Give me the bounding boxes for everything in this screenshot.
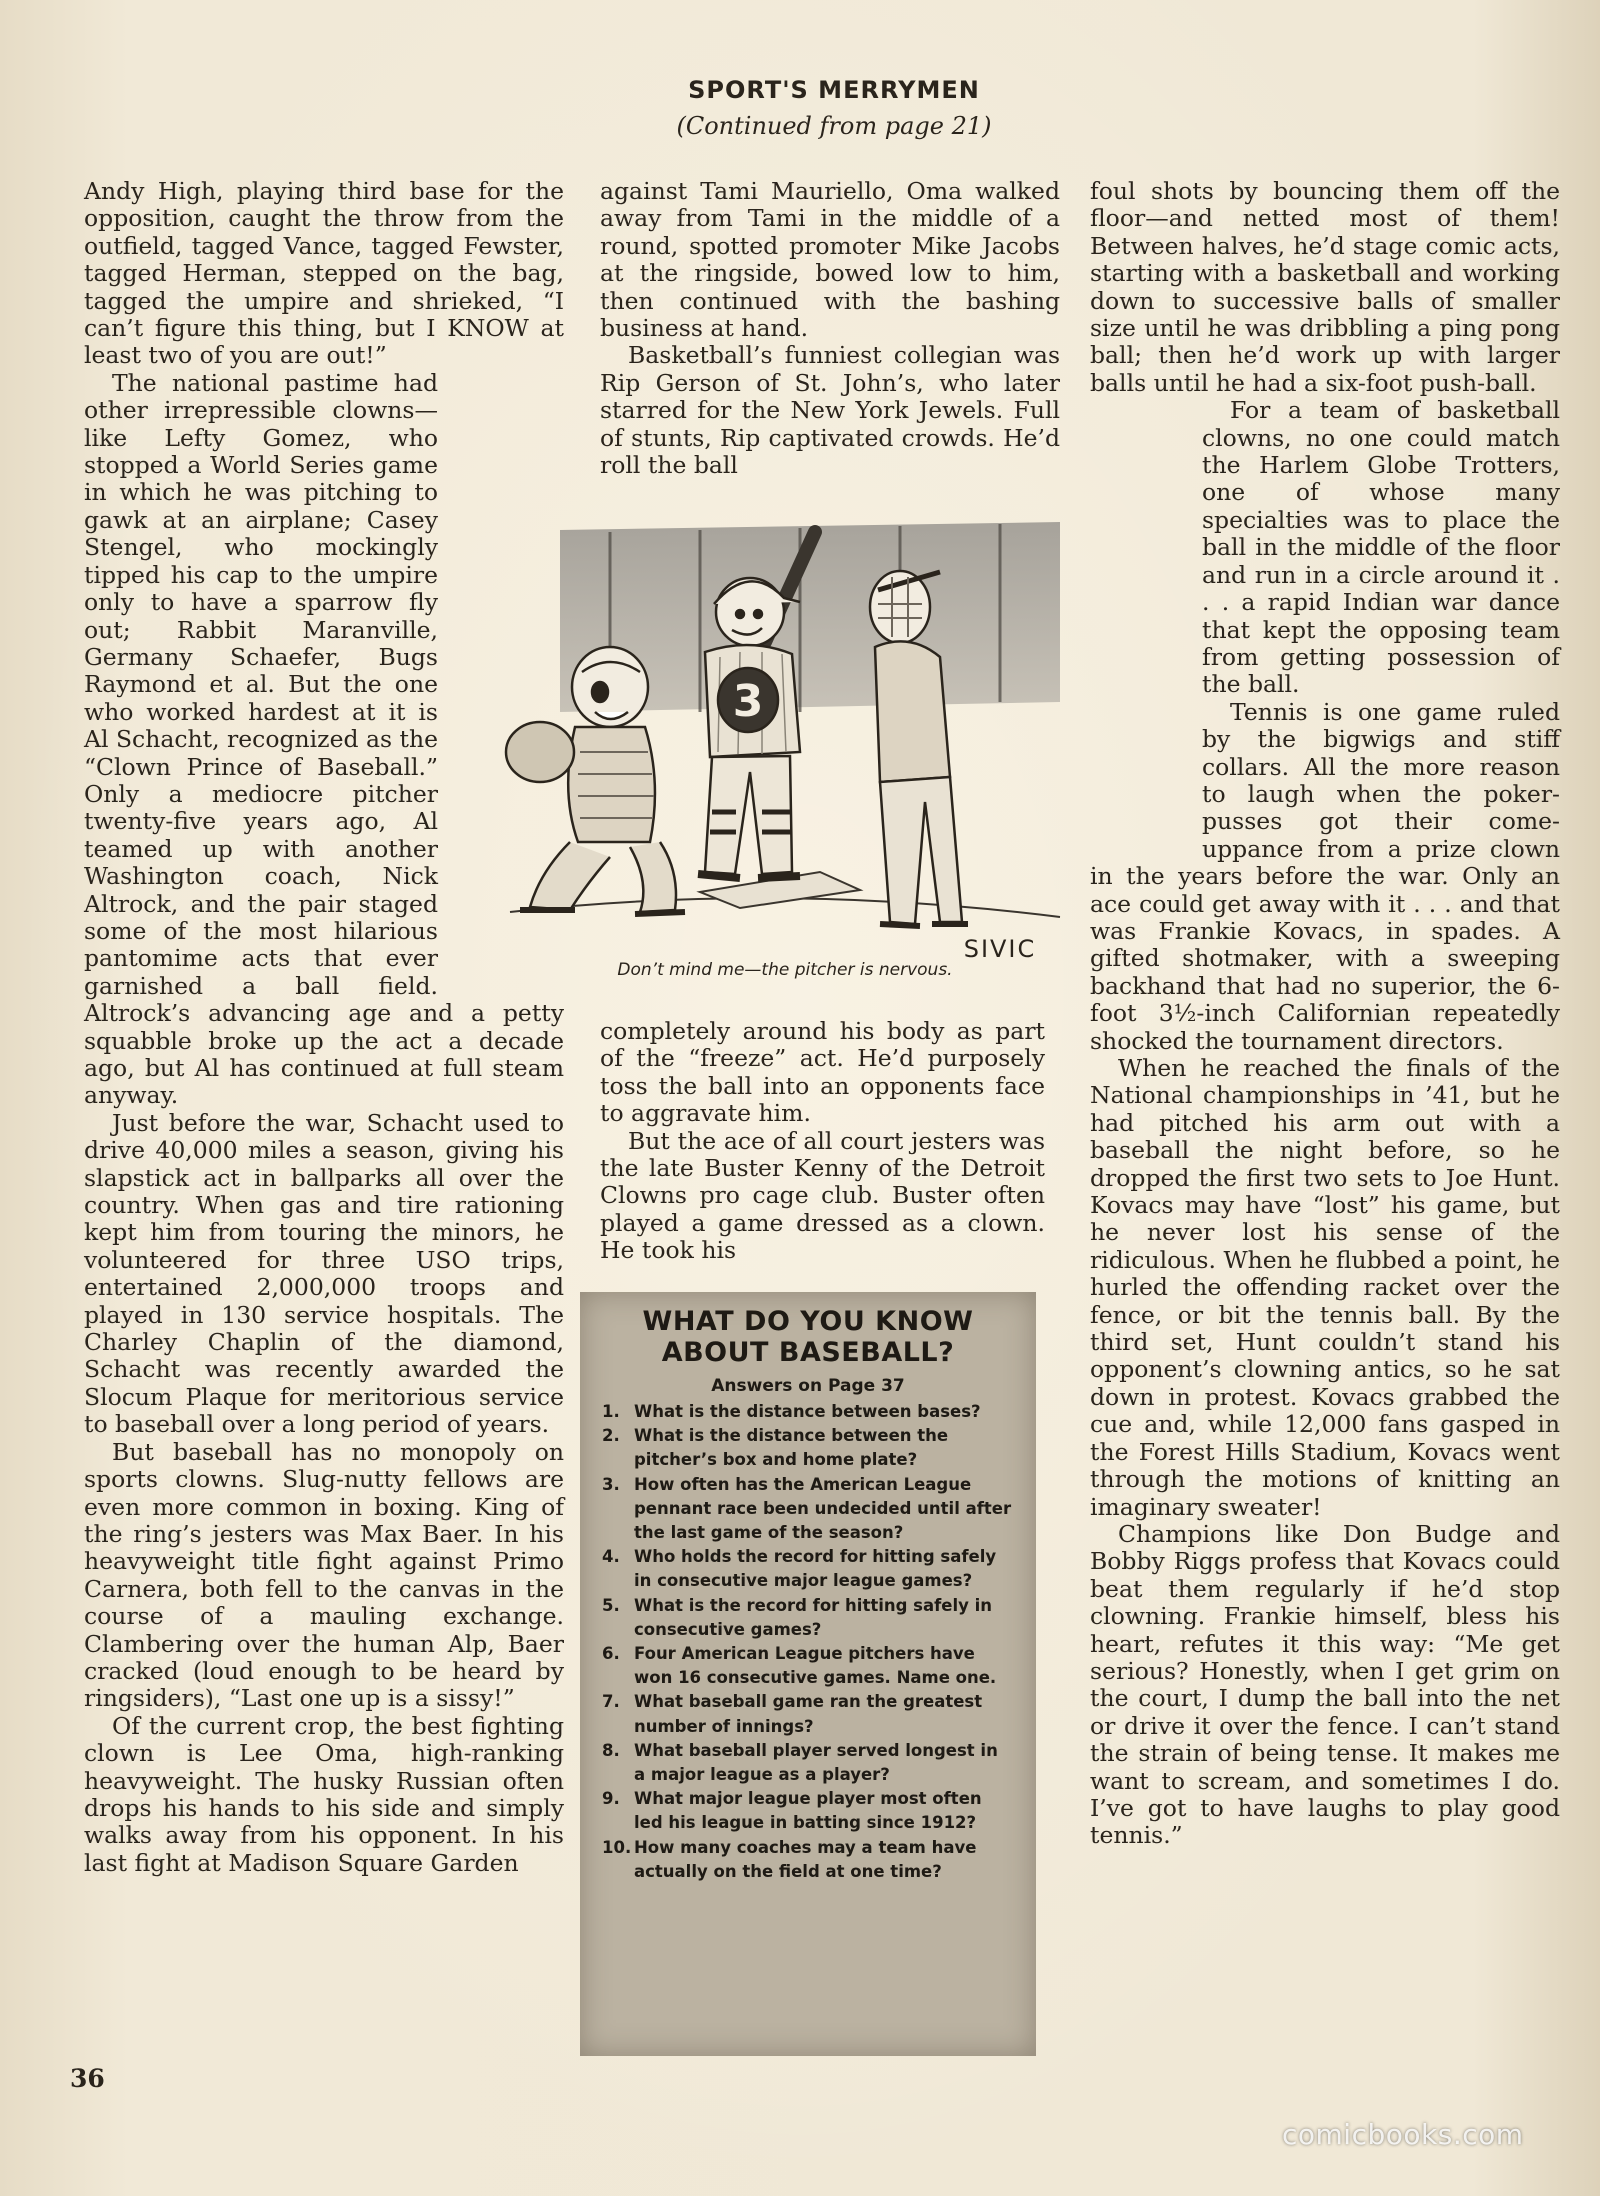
paragraph: The national pastime had other irrepressible clowns—like Lefty Gomez, who stopped a World Series game in which he was pitching to gawk at an airplane; Casey Stengel, who mockingly tipped his cap to the umpire only to have a sparrow fly out; Rabbit Maranville, Germany Schaefer, Bugs Raymond et al. But the one who worked hardest at it is Al Schacht, recognized as the “Clown Prince of Baseball.” Only a mediocre pitcher twenty-five years ago, Al teamed up with another Washington coach, Nick Altrock, and the pair staged some of the most hilarious pantomime acts that ever garnished a ball field. Altrock’s advancing age and a petty squabble broke up the act a decade ago, but Al has continued at full steam anyway. <box>84 368 564 1110</box>
text-column-1 <box>84 178 564 1877</box>
question-number: 8. <box>602 1740 620 1760</box>
question-text: What major league player most often led his league in batting since 1912? <box>634 1789 982 1833</box>
paragraph: foul shots by bouncing them off the floor—and netted most of them! Between halves, he’d stage comic acts, starting with a basketball and working down to successive balls of smaller size until he was dribbling a ping pong ball; then he’d work up with larger balls until he had a six-foot push-ball. <box>1090 177 1560 397</box>
paragraph: Basketball’s funniest collegian was Rip Gerson of St. John’s, who later starred for the New York Jewels. Full of stunts, Rip captivated crowds. He’d roll the ball <box>600 341 1060 480</box>
page-number: 36 <box>70 2064 105 2093</box>
question-text: What baseball game ran the greatest number of innings? <box>634 1692 983 1736</box>
baseball-quiz-box <box>580 1292 1036 2056</box>
cartoon-caption: Don’t mind me—the pitcher is nervous. <box>617 960 953 980</box>
paragraph: Andy High, playing third base for the opposition, caught the throw from the outfield, tagged Vance, tagged Fewster, tagged Herman, stepped on the bag, tagged the umpire and shrieked, “I can’t figure this thing, but I KNOW at least two of you are out!” <box>84 177 564 370</box>
paragraph: For a team of basketball clowns, no one could match the Harlem Globe Trotters, one of whose many specialties was to place the ball in the middle of the floor and run in a circle around it . . . a rapid Indian war dance that kept the opposing team from getting possession of the ball. <box>1202 396 1560 699</box>
quiz-title-line-2: ABOUT BASEBALL? <box>661 1337 955 1368</box>
question-number: 2. <box>602 1426 620 1446</box>
quiz-title-line-1: WHAT DO YOU KNOW <box>642 1306 974 1337</box>
question-number: 4. <box>602 1547 620 1567</box>
question-number: 1. <box>602 1402 620 1421</box>
paragraph: against Tami Mauriello, Oma walked away from Tami in the middle of a round, spotted promoter Mike Jacobs at the ringside, bowed low to him, then continued with the bashing business at hand. <box>600 177 1060 343</box>
question-text: What is the record for hitting safely in consecutive games? <box>634 1595 993 1639</box>
text-column-2-top <box>600 178 1060 479</box>
paragraph: When he reached the finals of the National championships in ’41, but he had pitched his arm out with a baseball the night before, so he dropped the first two sets to Joe Hunt. Kovacs may have “lost” his game, but he never lost his sense of the ridiculous. When he flubbed a point, he hurled the offending racket over the fence, or bit the tennis ball. By the third set, Hunt couldn’t stand his opponent’s clowning antics, so he sat down in protest. Kovacs grabbed the cue and, while 12,000 fans gasped in the Forest Hills Stadium, Kovacs went through the motions of knitting an imaginary sweater! <box>1090 1054 1560 1521</box>
text-column-2-bottom <box>600 1018 1045 1265</box>
question-number: 6. <box>602 1644 620 1664</box>
quiz-question <box>602 1545 1014 1593</box>
question-number: 10. <box>602 1837 632 1857</box>
jersey-number: 3 <box>732 676 764 727</box>
question-text: How often has the American League pennant race been undecided until after the last game of the season? <box>634 1474 1012 1543</box>
question-number: 9. <box>602 1789 620 1809</box>
question-number: 3. <box>602 1474 620 1494</box>
paragraph: But baseball has no monopoly on sports clowns. Slug-nutty fellows are even more common in boxing. King of the ring’s jesters was Max Baer. In his heavyweight title fight against Primo Carnera, both fell to the canvas in the course of a mauling exchange. Clambering over the human Alp, Baer cracked (loud enough to be heard by ringsiders), “Last one up is a sissy!” <box>84 1437 564 1713</box>
quiz-question <box>602 1424 1014 1472</box>
quiz-answers-note: Answers on Page 37 <box>711 1376 905 1396</box>
question-number: 7. <box>602 1692 620 1712</box>
paragraph: But the ace of all court jesters was the late Buster Kenny of the Detroit Clowns pro cage club. Buster often played a game dressed as a clown. He took his <box>600 1126 1045 1265</box>
quiz-title <box>580 1306 1036 1368</box>
article-title: SPORT'S MERRYMEN <box>688 76 980 104</box>
cartoonist-signature: SIVIC <box>963 935 1037 963</box>
quiz-question <box>602 1739 1014 1787</box>
quiz-question-list <box>602 1400 1014 1884</box>
question-text: Who holds the record for hitting safely in consecutive major league games? <box>634 1547 997 1591</box>
text-column-3 <box>1090 178 1560 1850</box>
quiz-question <box>602 1400 1014 1424</box>
question-number: 5. <box>602 1595 620 1615</box>
quiz-question <box>602 1642 1014 1690</box>
quiz-question <box>602 1594 1014 1642</box>
question-text: How many coaches may a team have actually on the field at one time? <box>634 1837 977 1881</box>
paragraph: completely around his body as part of the “freeze” act. He’d purposely toss the ball into an opponents face to aggravate him. <box>600 1017 1045 1128</box>
question-text: What is the distance between bases? <box>634 1402 981 1421</box>
quiz-question <box>602 1787 1014 1835</box>
paragraph: Champions like Don Budge and Bobby Riggs profess that Kovacs could beat them regularly if he’d stop clowning. Frankie himself, bless his heart, refutes it this way: “Me get serious? Honestly, when I get grim on the court, I dump the ball into the net or drive it over the fence. I can’t stand the strain of being tense. It makes me want to scream, and sometimes I do. I’ve got to have laughs to play good tennis.” <box>1090 1519 1560 1850</box>
quiz-question <box>602 1690 1014 1738</box>
quiz-question <box>602 1473 1014 1546</box>
paragraph: Just before the war, Schacht used to drive 40,000 miles a season, giving his slapstick act in ballparks all over the country. When gas and tire rationing kept him from touring the minors, he volunteered for three USO trips, entertained 2,000,000 troops and played in 130 service hospitals. The Charley Chaplin of the diamond, Schacht was recently awarded the Slocum Plaque for meritorious service to baseball over a long period of years. <box>84 1108 564 1439</box>
paragraph: Of the current crop, the best fighting clown is Lee Oma, high-ranking heavyweight. The husky Russian often drops his hands to his side and simply walks away from his opponent. In his last fight at Madison Square Garden <box>84 1711 564 1877</box>
question-text: What baseball player served longest in a major league as a player? <box>634 1740 998 1785</box>
question-text: What is the distance between the pitcher’s box and home plate? <box>634 1426 949 1470</box>
paragraph: Tennis is one game ruled by the bigwigs and stiff collars. All the more reason to laugh when the poker-pusses got their come-uppance from a prize clown in the years before the war. Only an ace could get away with it . . . and that was Frankie Kovacs, in spades. A gifted shotmaker, with a sweeping backhand that had no superior, the 6-foot 3½-inch Californian repeatedly shocked the tournament directors. <box>1090 697 1560 1055</box>
baseball-cartoon-illustration <box>500 512 1070 970</box>
continued-note: (Continued from page 21) <box>676 112 992 140</box>
quiz-question <box>602 1836 1014 1884</box>
site-watermark: comicbooks.com <box>1282 2118 1524 2151</box>
question-text: Four American League pitchers have won 16 consecutive games. Name one. <box>634 1644 997 1688</box>
